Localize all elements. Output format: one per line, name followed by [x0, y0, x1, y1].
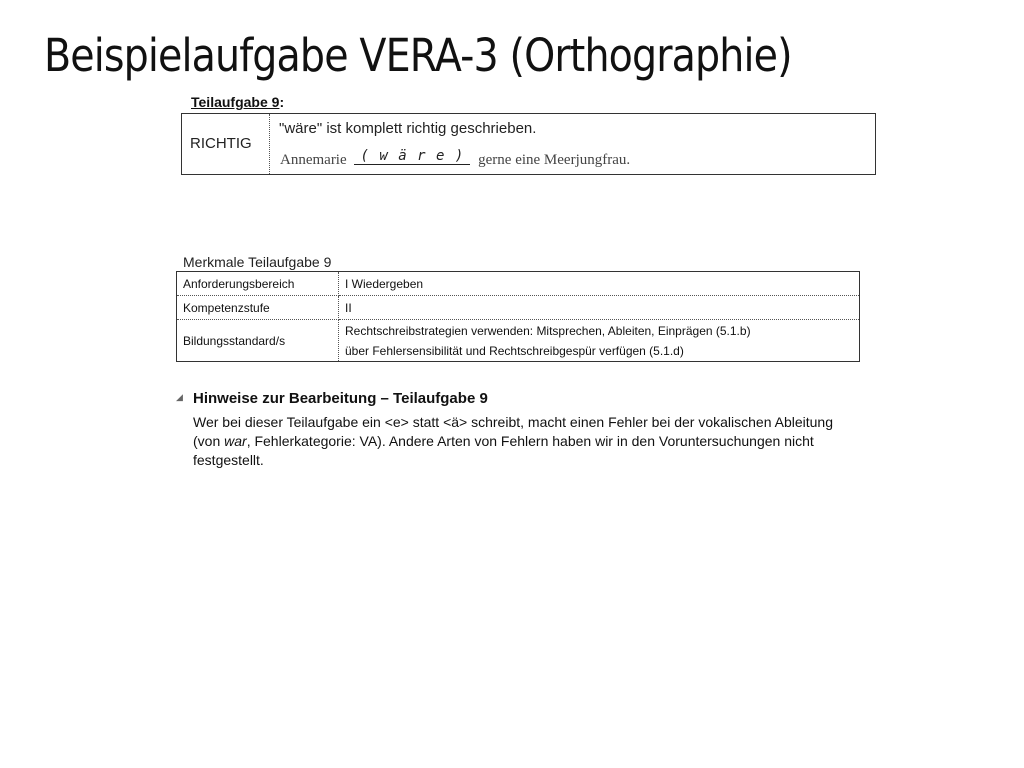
- feature-value-line: über Fehlersensibilität und Rechtschreibgespür verfügen (5.1.d): [345, 343, 684, 358]
- sentence-start: Annemarie: [280, 152, 347, 168]
- feature-value: II: [339, 296, 860, 320]
- table-row: [177, 296, 860, 320]
- feature-value: [339, 320, 860, 362]
- features-heading: Merkmale Teilaufgabe 9: [183, 254, 332, 270]
- feature-key: Kompetenzstufe: [177, 296, 339, 320]
- hints-text-part: Wer bei dieser Teilaufgabe ein <e> statt <ä> schreibt, macht einen Fehler bei der vokalischen Ableitung (von: [193, 414, 833, 449]
- task-statement: "wäre" ist komplett richtig geschrieben.: [279, 120, 537, 137]
- hints-text: [193, 413, 853, 470]
- table-row: [177, 272, 860, 296]
- hints-heading: Hinweise zur Bearbeitung – Teilaufgabe 9: [193, 390, 488, 407]
- hints-text-emphasis: war: [224, 433, 247, 449]
- feature-value-line: Rechtschreibstrategien verwenden: Mitsprechen, Ableiten, Einprägen (5.1.b): [345, 323, 751, 338]
- feature-key: Anforderungsbereich: [177, 272, 339, 296]
- slide-title: Beispielaufgabe VERA-3 (Orthographie): [44, 29, 792, 82]
- hints-text-part: , Fehlerkategorie: VA). Andere Arten von Fehlern haben wir in den Voruntersuchungen nicht festgestellt.: [193, 433, 814, 468]
- features-table: [176, 271, 860, 362]
- handwritten-answer: ( w ä r e ): [354, 148, 470, 165]
- feature-value: I Wiedergeben: [339, 272, 860, 296]
- feature-key: Bildungsstandard/s: [177, 320, 339, 362]
- table-row: [177, 320, 860, 362]
- collapse-triangle-icon: ◢: [176, 392, 183, 402]
- task-sentence: [280, 148, 631, 169]
- sentence-end: gerne eine Meerjungfrau.: [478, 152, 631, 168]
- task-result-label: RICHTIG: [182, 114, 270, 174]
- task-heading-colon: :: [279, 94, 285, 110]
- task-heading-label: Teilaufgabe 9: [191, 94, 280, 110]
- task-box: [181, 113, 876, 175]
- task-heading: [191, 94, 284, 110]
